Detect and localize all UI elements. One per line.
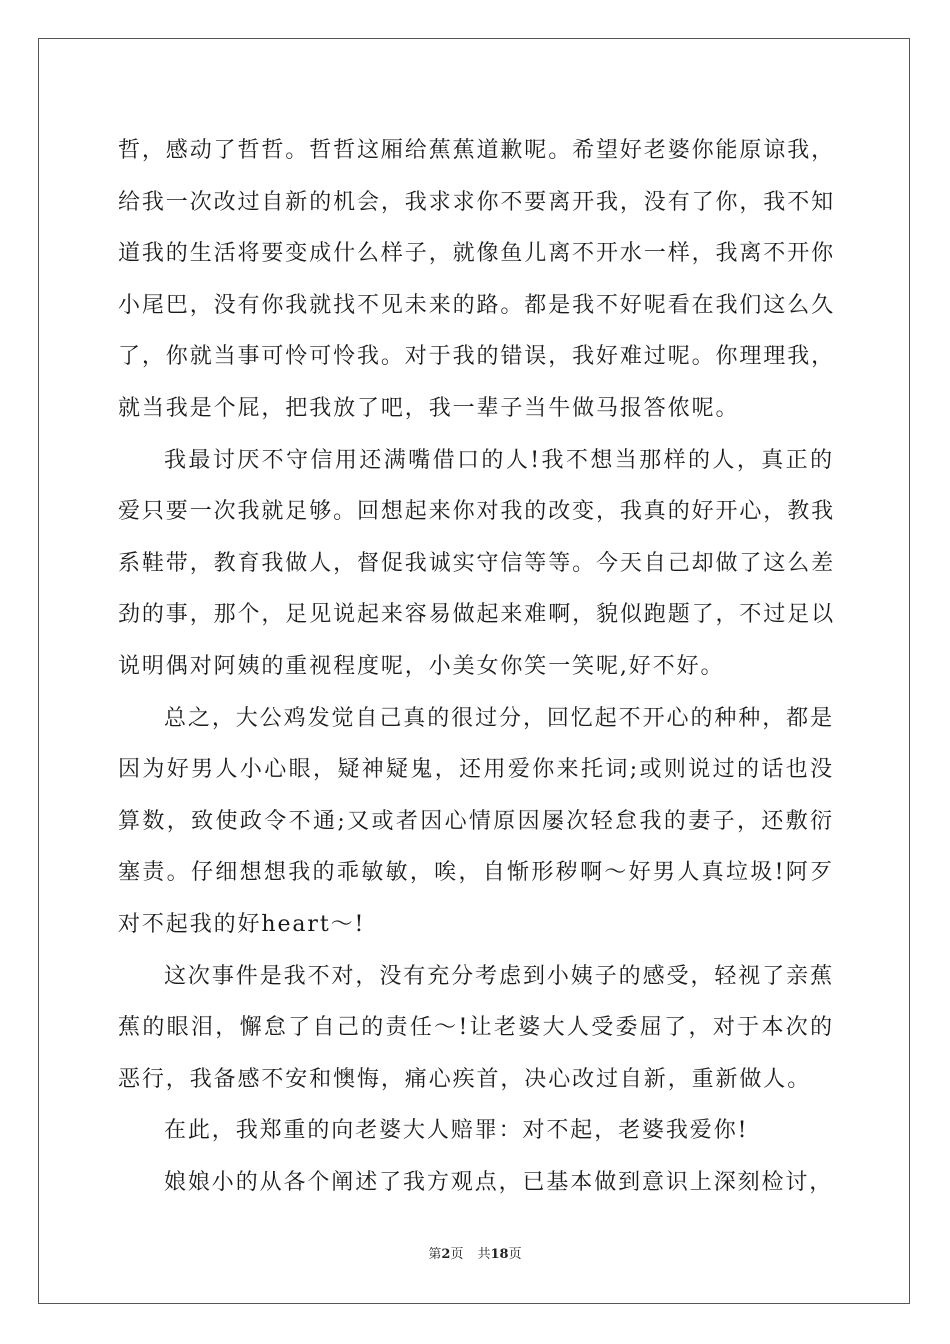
- text-line: 这次事件是我不对，没有充分考虑到小姨子的感受，轻视了亲蕉: [164, 963, 834, 989]
- text-line: 算数，致使政令不通;又或者因心情原因屡次轻怠我的妻子，还敷衍: [118, 808, 834, 834]
- text-line: 给我一次改过自新的机会，我求求你不要离开我，没有了你，我不知: [118, 189, 836, 215]
- text-line: 娘娘小的从各个阐述了我方观点，已基本做到意识上深刻检讨，: [164, 1169, 834, 1195]
- text-line: 道我的生活将要变成什么样子，就像鱼儿离不开水一样，我离不开你: [118, 241, 836, 267]
- text-line: 恶行，我备感不安和懊悔，痛心疾首，决心改过自新，重新做人。: [118, 1066, 812, 1092]
- text-line: 说明偶对阿姨的重视程度呢，小美女你笑一笑呢,好不好。: [118, 653, 725, 679]
- text-line: 系鞋带，教育我做人，督促我诚实守信等等。今天自己却做了这么差: [118, 550, 836, 576]
- text-line: 哲，感动了哲哲。哲哲这厢给蕉蕉道歉呢。希望好老婆你能原谅我，: [118, 138, 836, 163]
- page-footer: [0, 1243, 950, 1262]
- document-body: [118, 125, 834, 1208]
- text-line: 爱只要一次我就足够。回想起来你对我的改变，我真的好开心，教我: [118, 499, 836, 525]
- page-unit: 页: [450, 1247, 464, 1262]
- total-prefix: 共: [477, 1247, 491, 1262]
- text-line: 了，你就当事可怜可怜我。对于我的错误，我好难过呢。你理理我，: [118, 344, 836, 370]
- text-line: 我最讨厌不守信用还满嘴借口的人!我不想当那样的人，真正的: [164, 447, 834, 473]
- text-line: 就当我是个屁，把我放了吧，我一辈子当牛做马报答侬呢。: [118, 395, 740, 421]
- total-pages: 18: [490, 1247, 509, 1262]
- page-number: 2: [441, 1247, 451, 1262]
- text-line: 对不起我的好heart～!: [118, 911, 366, 937]
- text-line: 小尾巴，没有你我就找不见未来的路。都是我不好呢看在我们这么久: [118, 292, 836, 318]
- total-unit: 页: [508, 1247, 522, 1262]
- text-line: 劲的事，那个，足见说起来容易做起来难啊，貌似跑题了，不过足以: [118, 602, 836, 628]
- text-line: 蕉的眼泪，懈怠了自己的责任～!让老婆大人受委屈了，对于本次的: [118, 1015, 834, 1041]
- page-prefix: 第: [428, 1247, 442, 1262]
- text-line: 塞责。仔细想想我的乖敏敏，唉，自惭形秽啊～好男人真垃圾!阿歹: [118, 860, 834, 886]
- text-line: 在此，我郑重的向老婆大人赔罪：对不起，老婆我爱你!: [164, 1118, 749, 1144]
- text-line: 因为好男人小心眼，疑神疑鬼，还用爱你来托词;或则说过的话也没: [118, 757, 834, 783]
- text-line: 总之，大公鸡发觉自己真的很过分，回忆起不开心的种种，都是: [164, 705, 834, 731]
